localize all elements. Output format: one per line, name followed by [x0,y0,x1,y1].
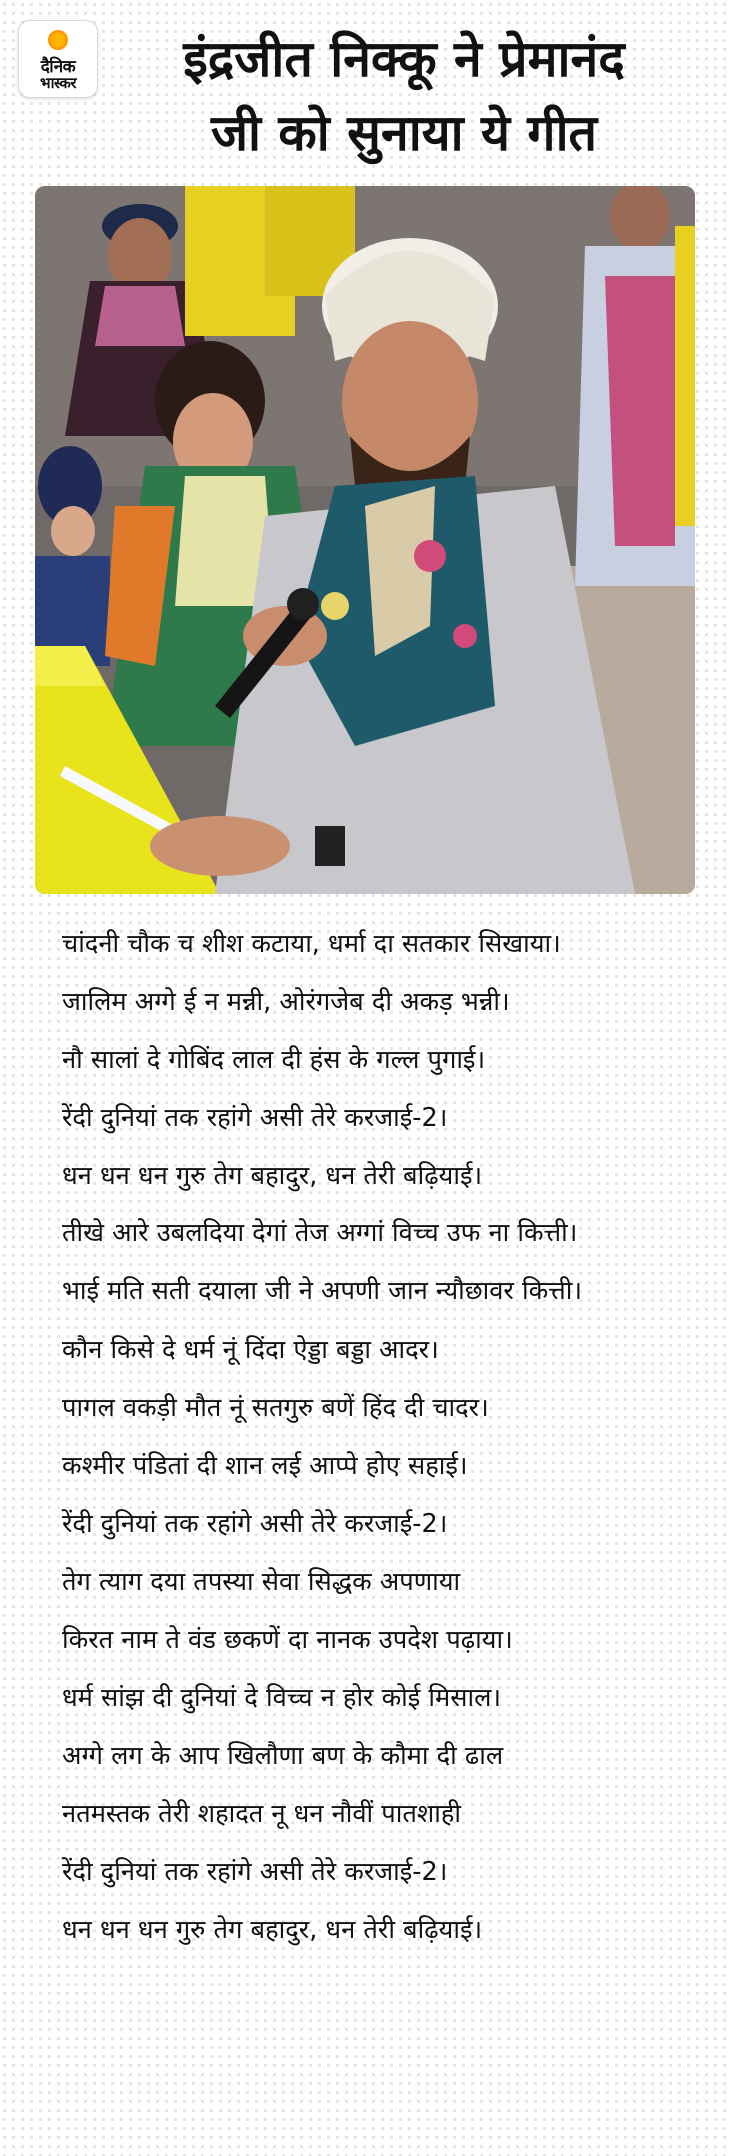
lyric-line: कश्मीर पंडितां दी शान लई आप्पे होए सहाई। [62,1451,468,1481]
header [0,0,730,178]
dainik-bhaskar-logo[interactable] [18,20,98,98]
lyric-line: रेंदी दुनियां तक रहांगे असी तेरे करजाई-2। [62,1857,448,1887]
headline-line2: जी को सुनाया ये गीत [210,104,598,162]
lyric-line: किरत नाम ते वंड छकणें दा नानक उपदेश पढ़ाया। [62,1625,513,1655]
logo-text-line1: दैनिक [40,57,76,77]
lyric-line: नतमस्तक तेरी शहादत नू धन नौवीं पातशाही [62,1799,461,1829]
lyric-line: तीखे आरे उबलदिया देगां तेज अग्गां विच्च उफ ना कित्ती। [62,1218,578,1248]
lyric-line: पागल वकड़ी मौत नूं सतगुरु बणें हिंद दी चादर। [62,1393,489,1423]
lyric-line: अग्गे लग के आप खिलौणा बण के कौमा दी ढाल [62,1741,504,1771]
lyric-line: भाई मति सती दयाला जी ने अपणी जान न्यौछावर कित्ती। [62,1276,583,1306]
lyric-line: रेंदी दुनियां तक रहांगे असी तेरे करजाई-2। [62,1509,448,1539]
song-lyrics [62,915,702,1959]
lyric-line: जालिम अग्गे ई न मन्नी, ओरंगजेब दी अकड़ भन्नी। [62,987,510,1017]
lyric-line: रेंदी दुनियां तक रहांगे असी तेरे करजाई-2। [62,1103,448,1133]
headline-line1: इंद्रजीत निक्कू ने प्रेमानंद [183,30,625,88]
lyric-line: चांदनी चौक च शीश कटाया, धर्मा दा सतकार सिखाया। [62,929,561,959]
headline [104,22,704,170]
logo-text-line2: भास्कर [40,74,76,92]
lyric-line: धन धन धन गुरु तेग बहादुर, धन तेरी बढ़ियाई। [62,1915,483,1945]
singer-photo [35,186,695,894]
lyric-line: तेग त्याग दया तपस्या सेवा सिद्धक अपणाया [62,1567,461,1597]
sun-icon [48,30,68,50]
lyric-line: नौ सालां दे गोबिंद लाल दी हंस के गल्ल पुगाई। [62,1045,486,1075]
lyric-line: धन धन धन गुरु तेग बहादुर, धन तेरी बढ़ियाई। [62,1161,483,1191]
lyric-line: धर्म सांझ दी दुनियां दे विच्च न होर कोई मिसाल। [62,1683,502,1713]
lyric-line: कौन किसे दे धर्म नूं दिंदा ऐड्डा बड्डा आदर। [62,1335,439,1365]
